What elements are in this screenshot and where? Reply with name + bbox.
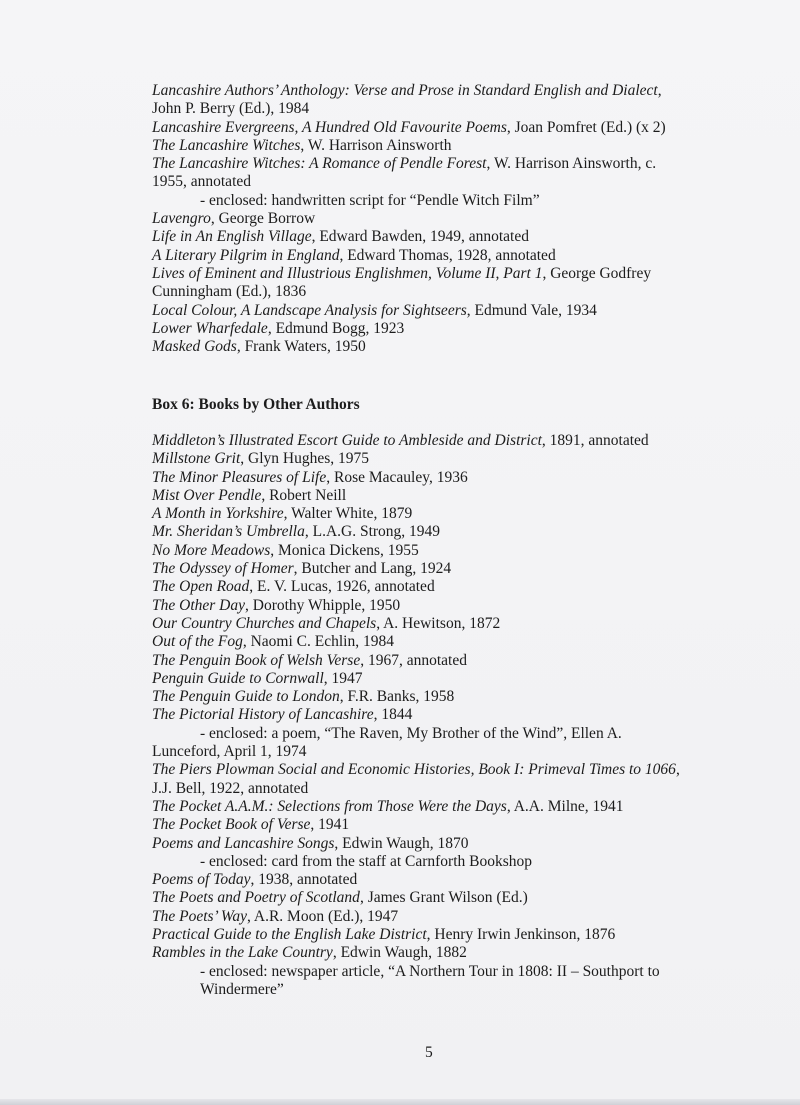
catalog-entry-line (152, 578, 752, 596)
catalog-entry-line (152, 283, 752, 301)
catalog-entry-line (152, 247, 752, 265)
catalog-entry-line (152, 816, 752, 834)
catalog-entry-line (152, 743, 752, 761)
book-title: Masked Gods (152, 338, 237, 356)
catalog-list-box5 (152, 82, 752, 356)
entry-details: , Rose Macauley, 1936 (326, 468, 468, 486)
entry-details: , 1938, annotated (250, 871, 358, 889)
catalog-entry-line (152, 155, 752, 173)
catalog-entry-line (152, 963, 752, 981)
entry-details: , E. V. Lucas, 1926, annotated (249, 578, 435, 596)
entry-details: , James Grant Wilson (Ed.) (359, 889, 528, 907)
entry-details: , Henry Irwin Jenkinson, 1876 (426, 926, 616, 944)
catalog-list-box6 (152, 432, 752, 999)
entry-details: , 1844 (373, 706, 413, 724)
book-title: Poems and Lancashire Songs (152, 834, 335, 852)
book-title: The Lancashire Witches: A Romance of Pendle Forest (152, 155, 487, 173)
page-number: 5 (425, 1044, 433, 1061)
book-title: The Minor Pleasures of Life (152, 468, 327, 486)
catalog-entry-line (152, 615, 752, 633)
catalog-entry-line (152, 119, 752, 137)
catalog-entry-line (152, 780, 752, 798)
book-title: The Lancashire Witches (152, 136, 301, 154)
entry-details: Cunningham (Ed.), 1836 (152, 283, 307, 301)
entry-details: Windermere” (200, 980, 284, 998)
entry-details: , W. Harrison Ainsworth (300, 136, 452, 154)
book-title: Middleton’s Illustrated Escort Guide to Ambleside and District (152, 432, 542, 449)
entry-details: , Joan Pomfret (Ed.) (x 2) (506, 118, 666, 136)
catalog-entry-line (152, 228, 752, 246)
entry-details: , George Godfrey (542, 264, 652, 282)
book-title: Mist Over Pendle (152, 486, 262, 504)
entry-details: , Edwin Waugh, 1882 (332, 944, 467, 962)
catalog-entry-line (152, 320, 752, 338)
entry-details: 1955, annotated (152, 173, 252, 191)
entry-details: , L.A.G. Strong, 1949 (304, 523, 441, 541)
catalog-entry-line (152, 835, 752, 853)
catalog-entry-line (152, 871, 752, 889)
book-title: The Penguin Guide to London (152, 688, 340, 706)
catalog-entry-line (152, 908, 752, 926)
catalog-entry-line (152, 302, 752, 320)
catalog-entry-line (152, 450, 752, 468)
book-title: No More Meadows (152, 541, 271, 559)
entry-details: , F.R. Banks, 1958 (339, 688, 455, 706)
catalog-entry-line (152, 761, 752, 779)
book-title: A Month in Yorkshire (152, 505, 284, 523)
catalog-entry-line (152, 82, 752, 100)
book-title: The Pocket A.A.M.: Selections from Those Were the Days (152, 797, 507, 815)
catalog-entry-line (152, 652, 752, 670)
entry-details: , 1967, annotated (360, 651, 467, 669)
book-title: Poems of Today (152, 871, 251, 889)
book-title: The Open Road (152, 578, 250, 596)
catalog-entry-line (152, 706, 752, 724)
catalog-entry-line (152, 265, 752, 283)
book-title: The Other Day (152, 596, 245, 614)
entry-details: Lunceford, April 1, 1974 (152, 743, 307, 761)
catalog-entry-line (152, 688, 752, 706)
catalog-entry-line (152, 523, 752, 541)
catalog-entry-line (152, 944, 752, 962)
entry-details: - enclosed: newspaper article, “A Northern Tour in 1808: II – Southport to (200, 962, 660, 980)
book-title: The Poets and Poetry of Scotland (152, 889, 360, 907)
entry-details: , Dorothy Whipple, 1950 (245, 596, 401, 614)
catalog-entry-line (152, 338, 752, 356)
entry-details: , (675, 761, 680, 779)
book-title: Local Colour, A Landscape Analysis for Sightseers (152, 301, 467, 319)
page-bottom-edge (0, 1099, 800, 1105)
entry-details: , (657, 82, 662, 99)
entry-details: - enclosed: card from the staff at Carnforth Bookshop (200, 852, 533, 870)
catalog-entry-line (152, 173, 752, 191)
book-title: The Pictorial History of Lancashire (152, 706, 374, 724)
entry-details: , Edward Bawden, 1949, annotated (311, 228, 529, 246)
catalog-entry-line (152, 633, 752, 651)
catalog-entry-line (152, 670, 752, 688)
entry-details: , Monica Dickens, 1955 (270, 541, 419, 559)
catalog-entry-line (152, 798, 752, 816)
book-title: Millstone Grit (152, 450, 241, 468)
book-title: The Poets’ Way (152, 907, 247, 925)
entry-details: , Walter White, 1879 (283, 505, 413, 523)
entry-details: - enclosed: a poem, “The Raven, My Brother of the Wind”, Ellen A. (200, 724, 622, 742)
entry-details: John P. Berry (Ed.), 1984 (152, 100, 310, 118)
entry-details: , Edmund Vale, 1934 (466, 301, 597, 319)
entry-details: , A.R. Moon (Ed.), 1947 (247, 907, 399, 925)
entry-details: , Naomi C. Echlin, 1984 (242, 633, 394, 651)
catalog-entry-line (152, 889, 752, 907)
catalog-entry-line (152, 487, 752, 505)
catalog-entry-line (152, 137, 752, 155)
entry-details: , Frank Waters, 1950 (236, 338, 366, 356)
book-title: Out of the Fog (152, 633, 243, 651)
catalog-entry-line (152, 725, 752, 743)
entry-details: , Butcher and Lang, 1924 (293, 560, 452, 578)
entry-details: - enclosed: handwritten script for “Pendle Witch Film” (200, 191, 540, 209)
book-title: Practical Guide to the English Lake District (152, 926, 427, 944)
catalog-entry-line (152, 560, 752, 578)
book-title: Mr. Sheridan’s Umbrella (152, 523, 305, 541)
entry-details: , Edmund Bogg, 1923 (267, 319, 405, 337)
entry-details: J.J. Bell, 1922, annotated (152, 779, 309, 797)
catalog-entry-line (152, 597, 752, 615)
book-title: Rambles in the Lake Country (152, 944, 333, 962)
entry-details: , George Borrow (210, 210, 316, 228)
catalog-entry-line (152, 192, 752, 210)
entry-details: , A.A. Milne, 1941 (506, 797, 624, 815)
book-title: The Piers Plowman Social and Economic Histories, Book I: Primeval Times to 1066 (152, 761, 676, 779)
entry-details: , 1947 (323, 669, 363, 687)
book-title: Penguin Guide to Cornwall (152, 669, 324, 687)
section-heading: Box 6: Books by Other Authors (152, 396, 360, 413)
book-title: Lower Wharfedale (152, 319, 268, 337)
book-title: Lavengro (152, 210, 211, 228)
book-title: Lives of Eminent and Illustrious Englishmen, Volume II, Part 1 (152, 264, 543, 282)
entry-details: , Glyn Hughes, 1975 (240, 450, 369, 468)
entry-details: , Edwin Waugh, 1870 (334, 834, 469, 852)
catalog-entry-line (152, 210, 752, 228)
book-title: The Penguin Book of Welsh Verse (152, 651, 361, 669)
book-title: The Odyssey of Homer (152, 560, 294, 578)
entry-details: , W. Harrison Ainsworth, c. (486, 155, 657, 173)
catalog-entry-line (152, 100, 752, 118)
catalog-entry-line (152, 853, 752, 871)
entry-details: , 1891, annotated (541, 432, 649, 449)
entry-details: , A. Hewitson, 1872 (376, 614, 501, 632)
entry-details: , Robert Neill (261, 486, 347, 504)
book-title: Our Country Churches and Chapels (152, 614, 377, 632)
book-title: The Pocket Book of Verse (152, 816, 311, 834)
entry-details: , 1941 (310, 816, 350, 834)
catalog-entry-line (152, 926, 752, 944)
book-title: Lancashire Authors’ Anthology: Verse and Prose in Standard English and Dialect (152, 82, 658, 99)
catalog-entry-line (152, 432, 752, 450)
book-title: A Literary Pilgrim in England (152, 246, 340, 264)
catalog-entry-line (152, 981, 752, 999)
entry-details: , Edward Thomas, 1928, annotated (339, 246, 556, 264)
catalog-entry-line (152, 469, 752, 487)
book-title: Life in An English Village (152, 228, 312, 246)
catalog-entry-line (152, 542, 752, 560)
book-title: Lancashire Evergreens, A Hundred Old Favourite Poems (152, 118, 507, 136)
catalog-entry-line (152, 505, 752, 523)
